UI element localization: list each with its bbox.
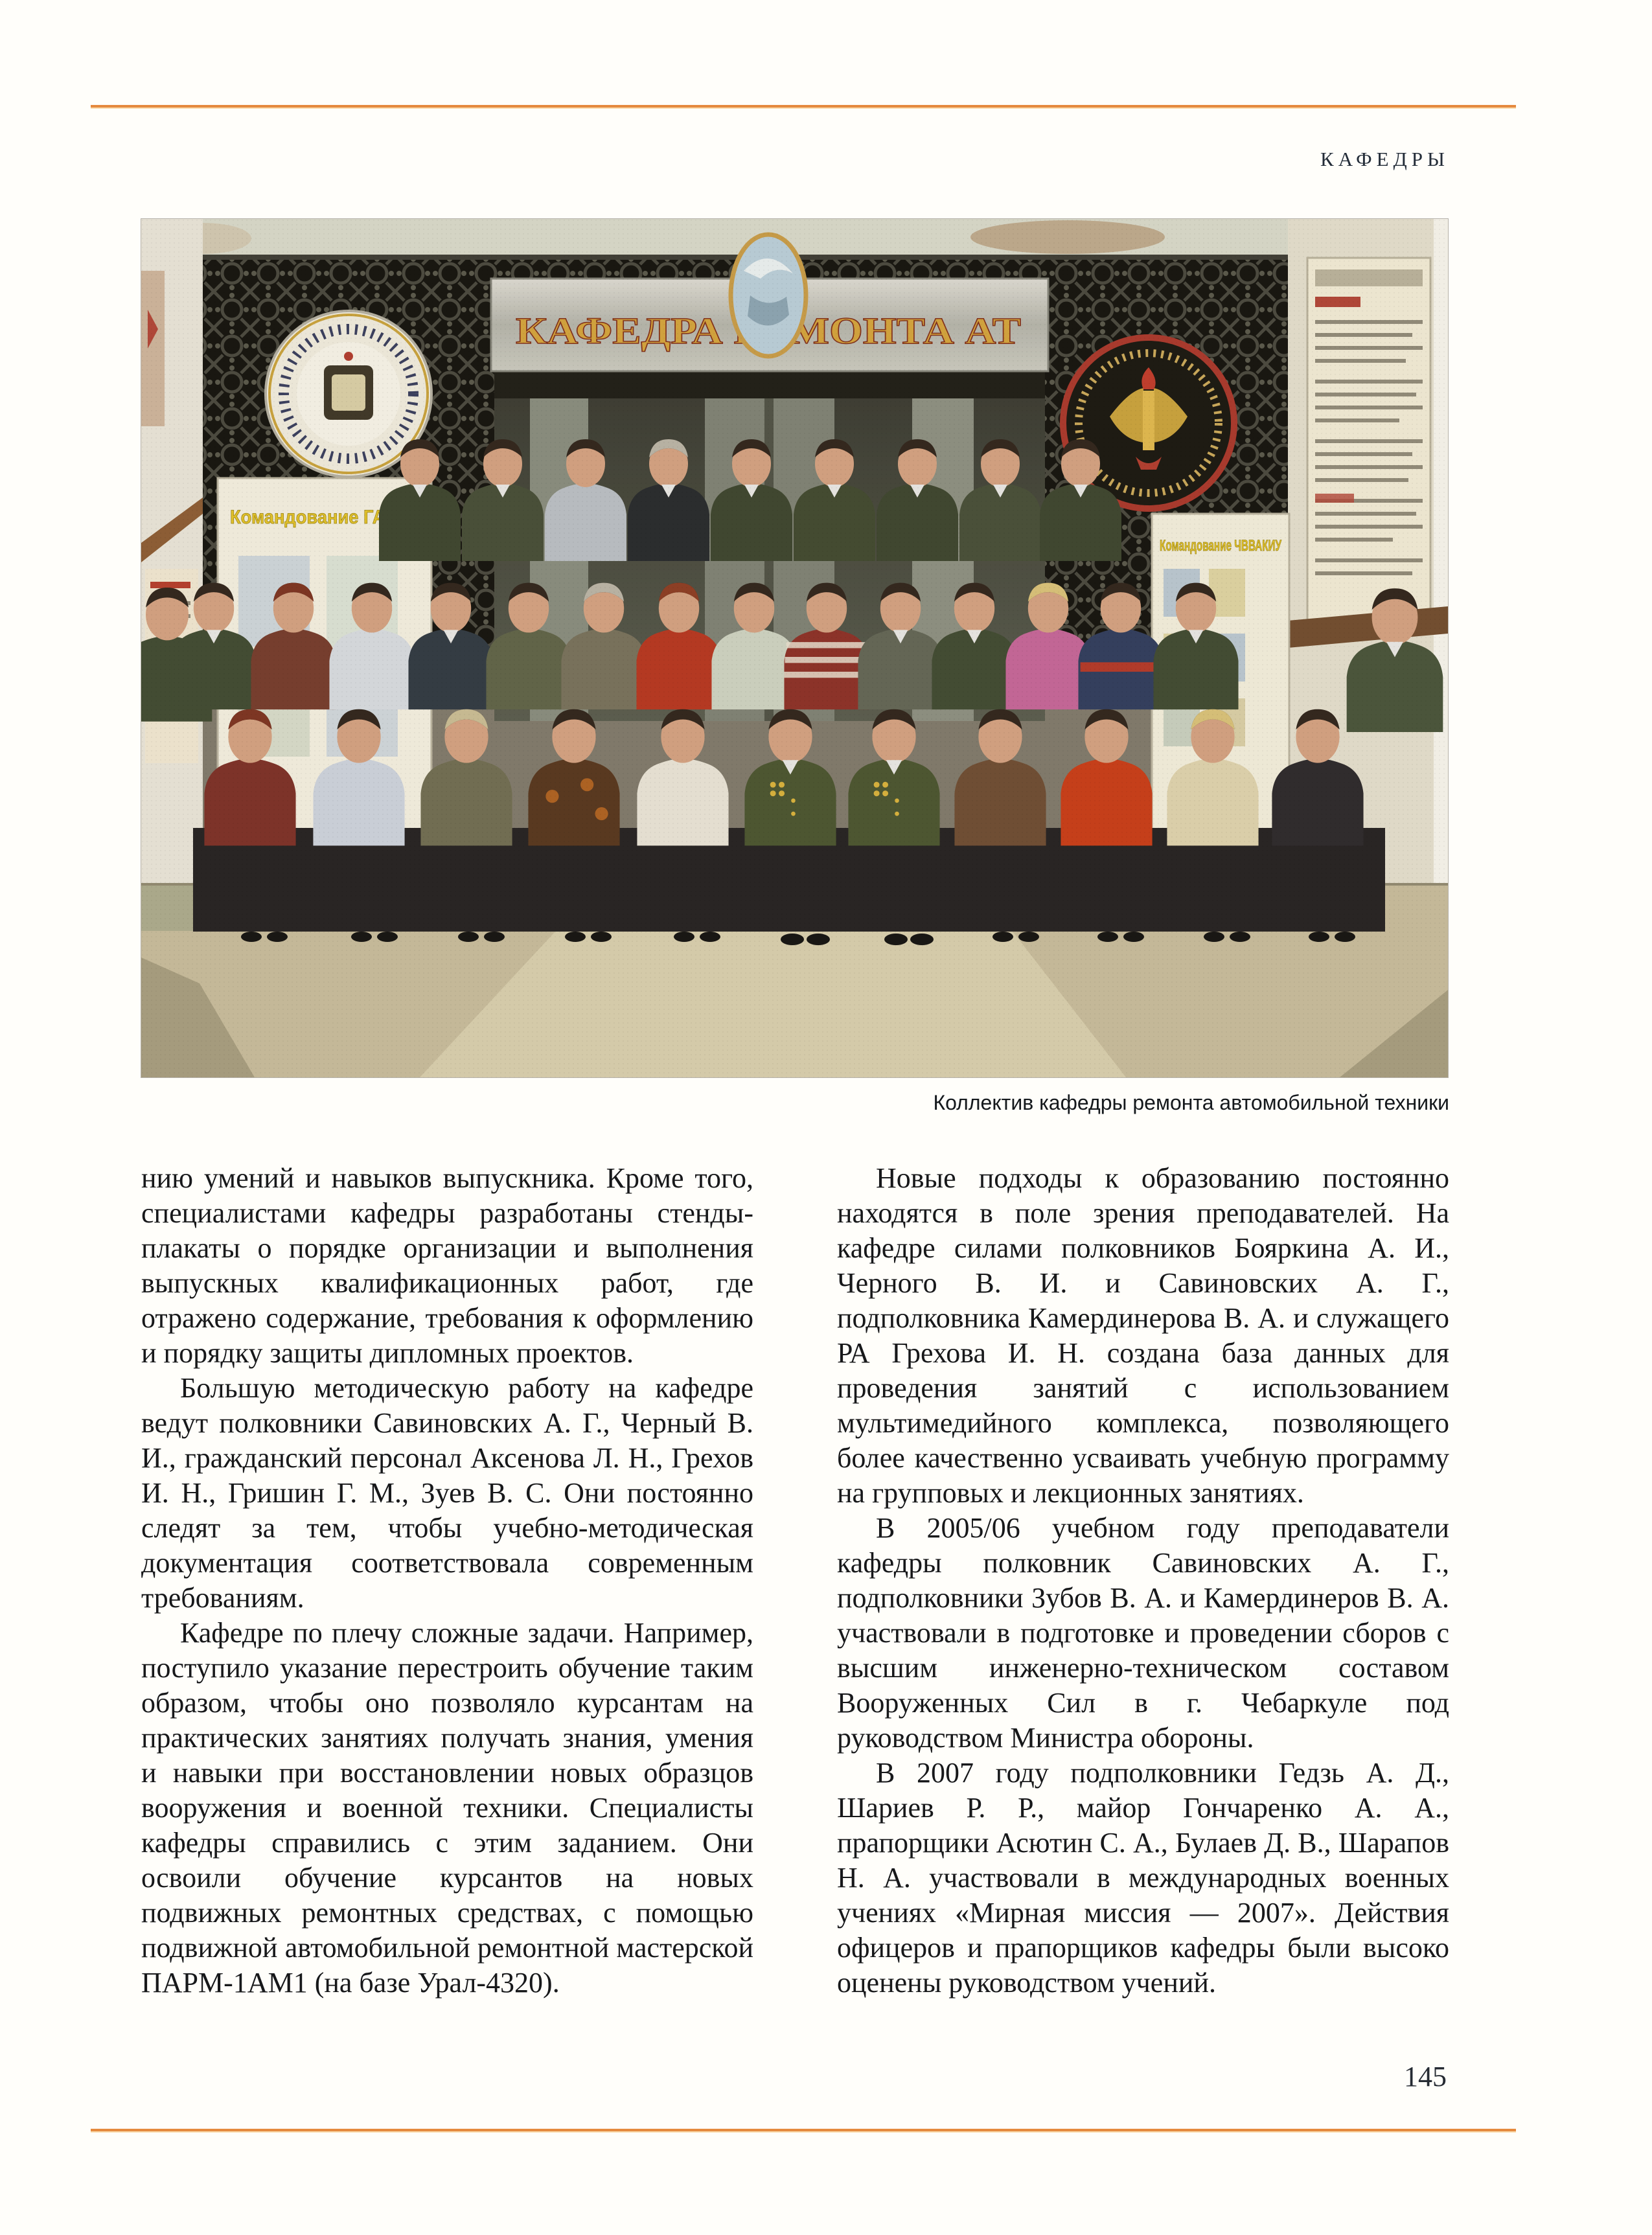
paragraph: Новые подходы к образованию постоянно находятся в поле зрения преподавателей. На кафедре силами полковников Бояркина А. И., Черного В. И. и Савиновских А. Г., подполковника Камердинерова В. А. и служащего РА Грехова И. Н. создана база данных для проведения занятий с использованием мультимедийного комплекса, позволяющего более качественно усваивать учебную программу на групповых и лекционных занятиях. bbox=[837, 1162, 1449, 1509]
page-header: КАФЕДРЫ bbox=[1320, 148, 1449, 170]
paragraph: нию умений и навыков выпускника. Кроме того, специалистами кафедры разработаны стенды-плакаты о порядке организации и выполнения выпускных квалификационных работ, где отражено содержание, требования к оформлению и порядку защиты дипломных проектов. bbox=[141, 1162, 753, 1369]
right-column bbox=[837, 1161, 1449, 2000]
photo-halftone bbox=[141, 219, 1448, 1077]
photo-caption: Коллектив кафедры ремонта автомобильной техники bbox=[933, 1091, 1449, 1114]
paragraph: Кафедре по плечу сложные задачи. Например, поступило указание перестроить обучение таким образом, чтобы оно позволяло курсантам на практических занятиях получать знания, умения и навыки при восстановлении новых образцов вооружения и военной техники. Специалисты кафедры справились с этим заданием. Они освоили обучение курсантов на новых подвижных ремонтных средствах, с помощью подвижной автомобильной ремонтной мастерской ПАРМ-1АМ1 (на базе Урал-4320). bbox=[141, 1617, 753, 1999]
page-number: 145 bbox=[1404, 2061, 1447, 2092]
group-photo-illustration bbox=[141, 219, 1448, 1077]
paragraph: В 2005/06 учебном году преподаватели кафедры полковник Савиновских А. Г., подполковники Зубов В. А. и Камердинеров В. А. участвовали в подготовке и проведении сборов с высшим инженерно-техническом составом Вооруженных Сил в г. Чебаркуле под руководством Министра обороны. bbox=[837, 1512, 1449, 1754]
group-photo bbox=[141, 219, 1448, 1077]
top-rule bbox=[91, 105, 1516, 108]
paragraph: В 2007 году подполковники Гедзь А. Д., Шариев Р. Р., майор Гончаренко А. А., прапорщики Асютин С. А., Булаев Д. В., Шарапов Н. А. участвовали в международных военных учениях «Мирная миссия — 2007». Действия офицеров и прапорщиков кафедры были высоко оценены руководством учений. bbox=[837, 1757, 1449, 1999]
left-column bbox=[141, 1161, 753, 2000]
bottom-rule bbox=[91, 2129, 1516, 2131]
paragraph: Большую методическую работу на кафедре ведут полковники Савиновских А. Г., Черный В. И., гражданский персонал Аксенова Л. Н., Грехов И. Н., Гришин Г. М., Зуев В. С. Они постоянно следят за тем, чтобы учебно-методическая документация соответствовала современным требованиям. bbox=[141, 1372, 753, 1614]
